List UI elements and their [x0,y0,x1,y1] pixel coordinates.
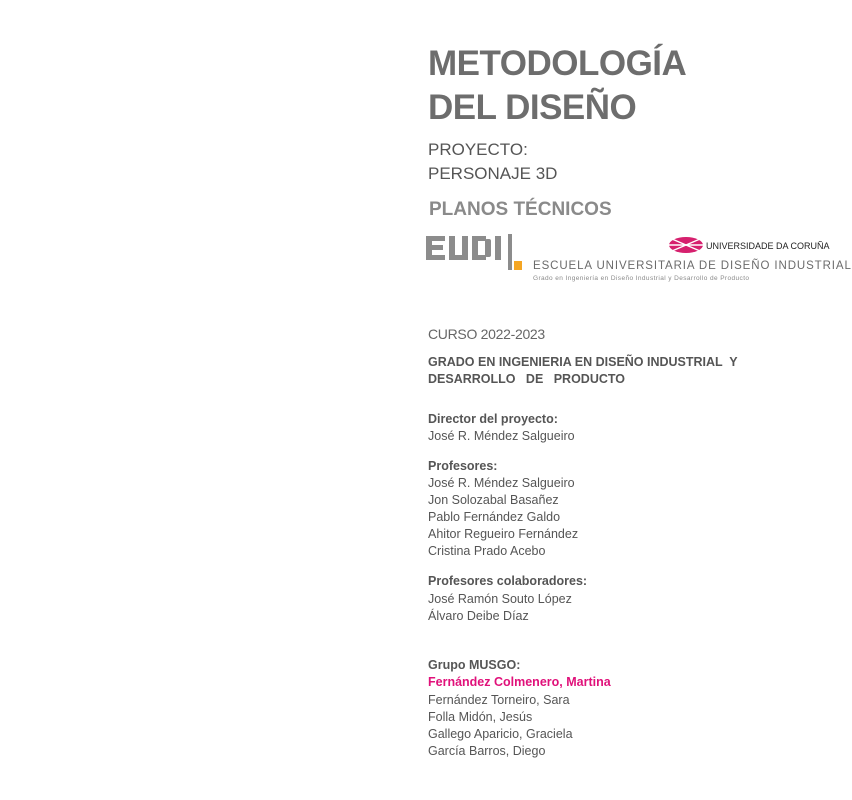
school-subtitle: Grado en Ingeniería en Diseño Industrial y Desarrollo de Producto [533,275,750,282]
professors-list [428,475,578,560]
professor-name: Jon Solozabal Basañez [428,493,559,508]
group-member: Folla Midón, Jesús [428,710,533,725]
group-member: García Barros, Diego [428,744,546,759]
collaborator-name: José Ramón Souto López [428,592,572,606]
professor-name: Pablo Fernández Galdo [428,510,561,525]
group-members-list [428,692,573,760]
professors-label: Profesores: [428,459,498,473]
project-name: PERSONAJE 3D [428,164,558,183]
title-line-2: DEL DISEÑO [428,88,637,127]
collaborators-list [428,591,572,625]
udc-logo [668,236,830,254]
group-member: Gallego Aparicio, Graciela [428,727,573,742]
director-label: Director del proyecto: [428,412,558,426]
director-name: José R. Méndez Salgueiro [428,429,575,443]
degree [428,354,738,388]
school-name: ESCUELA UNIVERSITARIA DE DISEÑO INDUSTRIAL [533,260,852,272]
degree-line-1: GRADO EN INGENIERIA EN DISEÑO INDUSTRIAL Y [428,355,738,369]
collaborators-label: Profesores colaboradores: [428,574,588,588]
udc-name: UNIVERSIDADE DA CORUÑA [706,241,830,251]
professor-name: Cristina Prado Acebo [428,544,546,559]
professor-name: José R. Méndez Salgueiro [428,476,575,490]
group-highlighted-member: Fernández Colmenero, Martina [428,675,611,689]
project-label: PROYECTO: [428,140,528,159]
collaborator-name: Álvaro Deibe Díaz [428,609,529,624]
group-member: Fernández Torneiro, Sara [428,693,570,707]
title-line-1: METODOLOGÍA [428,44,687,83]
group-label: Grupo MUSGO: [428,658,521,672]
section-title: PLANOS TÉCNICOS [429,199,612,220]
professor-name: Ahitor Regueiro Fernández [428,527,579,542]
course-year: CURSO 2022-2023 [428,326,545,342]
degree-line-2: DESARROLLO DE PRODUCTO [428,372,626,386]
eudi-logo [426,234,522,274]
